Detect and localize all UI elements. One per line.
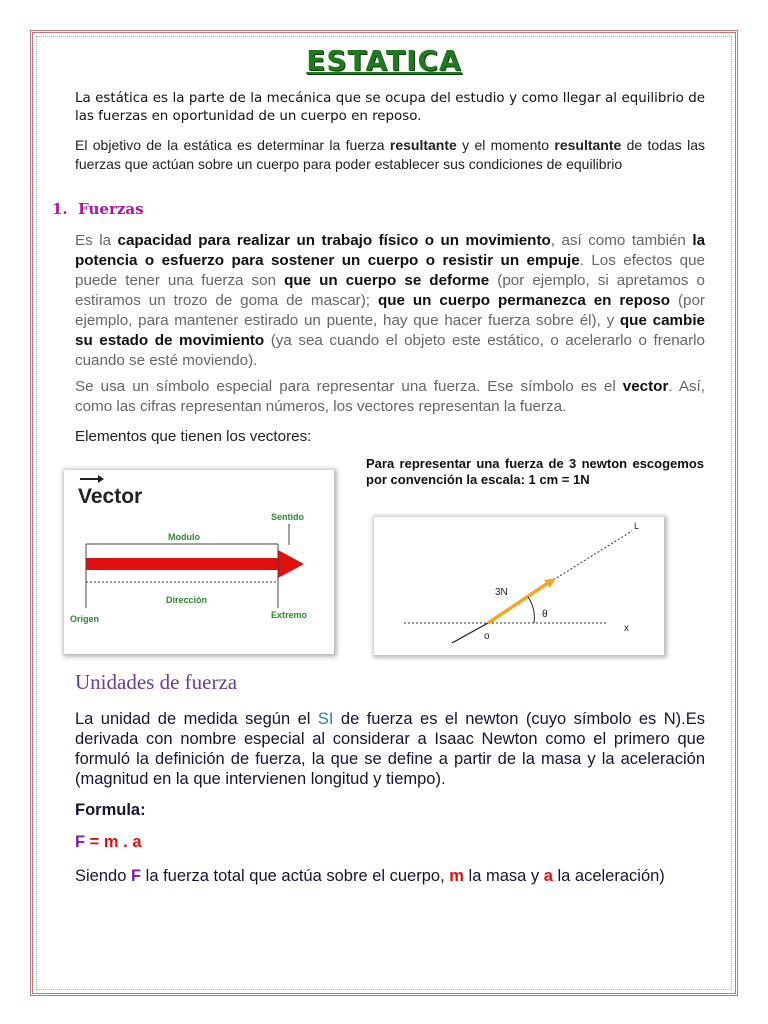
modulo-label: Modulo — [168, 532, 200, 542]
vector-heading-arrowhead — [98, 475, 104, 483]
vector-paragraph — [75, 377, 705, 417]
formula-label: Formula: — [75, 801, 146, 819]
vector-text: . Así, como las cifras representan números, los vectores representan la fuerza. — [75, 378, 705, 415]
page-title: ESTATICA — [306, 44, 462, 77]
force-diagram — [374, 517, 664, 655]
line-l-label: L — [634, 521, 640, 531]
section-heading-fuerzas — [52, 200, 144, 218]
elements-label: Elementos que tienen los vectores: — [75, 428, 312, 445]
vector-heading: Vector — [78, 485, 143, 508]
objective-text-2: y el momento — [456, 137, 555, 153]
fuerzas-definition — [75, 231, 705, 371]
vector-shaft — [86, 558, 282, 570]
angle-arc — [528, 597, 534, 623]
vector-figure — [64, 470, 334, 654]
units-heading: Unidades de fuerza — [75, 670, 238, 694]
def-text: , así como también — [550, 232, 693, 249]
units-text: La unidad de medida según el — [75, 710, 318, 728]
objective-text-3: de todas las fuerzas que actúan sobre un cuerpo para poder establecer sus condiciones de equilibrio — [75, 137, 705, 172]
formula — [75, 833, 142, 852]
formula-rest: = m . a — [85, 833, 142, 851]
direccion-label: Dirección — [166, 595, 208, 605]
siendo-text: la fuerza total que actúa sobre el cuerpo, — [141, 867, 450, 885]
intro-paragraph: La estática es la parte de la mecánica que se ocupa del estudio y como llegar al equilibrio de las fuerzas en oportunidad de un cuerpo en reposo. — [75, 91, 705, 124]
def-text: (ya sea cuando el objeto este estático, o acelerarlo o frenarlo cuando se esté moviendo). — [75, 332, 705, 369]
def-text: . Los efectos que puede tener una fuerza son — [75, 252, 705, 289]
origen-label: Origen — [70, 614, 100, 624]
force-figure — [374, 517, 664, 655]
siendo-text: la aceleración) — [552, 867, 665, 885]
def-text: (por ejemplo, si apretamos o estiramos un trozo de goma de mascar); — [75, 272, 705, 309]
scale-text: Para representar una fuerza de 3 newton escogemos por convención la escala: 1 cm = 1N — [366, 456, 704, 487]
objective-bold-1: resultante — [389, 137, 457, 153]
origin-label: o — [484, 631, 490, 642]
si-link[interactable]: SI — [317, 710, 334, 728]
siendo-m: m — [449, 867, 464, 885]
vector-bold: vector — [622, 378, 669, 395]
extremo-label: Extremo — [271, 610, 308, 620]
siendo-text: Siendo — [75, 867, 131, 885]
units-paragraph — [75, 709, 705, 789]
def-text: (por ejemplo, para mantener estirado un puente, hay que hacer fuerza sobre él), y — [75, 292, 705, 329]
def-bold: que un cuerpo se deforme — [284, 272, 490, 289]
objective-bold-2: resultante — [554, 137, 622, 153]
def-bold: la potencia o esfuerzo para sostener un cuerpo o resistir un empuje — [75, 232, 706, 269]
siendo-f: F — [130, 867, 142, 885]
force-label: 3N — [495, 587, 508, 598]
sentido-label: Sentido — [271, 512, 304, 522]
angle-label: θ — [542, 609, 548, 620]
siendo-paragraph — [75, 866, 705, 887]
formula-f: F — [75, 833, 86, 851]
vector-diagram — [64, 470, 334, 654]
objective-text-1: El objetivo de la estática es determinar la fuerza — [75, 137, 390, 153]
line-l-solid — [452, 623, 488, 643]
def-bold: que un cuerpo permanezca en reposo — [377, 292, 671, 309]
section-title: Fuerzas — [78, 200, 144, 218]
siendo-a: a — [543, 867, 553, 885]
units-text: de fuerza es el newton (cuyo símbolo es N).Es derivada con nombre especial al considerar a Isaac Newton como el primero que formuló la definición de fuerza, la que se define a partir de la masa y la aceleración (magnitud en la que intervienen longitud y tiempo). — [75, 710, 705, 788]
vector-arrowhead — [278, 550, 304, 578]
def-bold: capacidad para realizar un trabajo físico o un movimiento — [117, 232, 551, 249]
x-axis-label: x — [624, 623, 629, 634]
section-number: 1. — [52, 200, 68, 218]
vector-text: Se usa un símbolo especial para representar una fuerza. Ese símbolo es el — [75, 378, 623, 395]
def-bold: que cambie su estado de movimiento — [75, 312, 705, 349]
siendo-text: la masa y — [463, 867, 544, 885]
line-l-dotted — [550, 531, 632, 582]
def-text: Es la — [75, 232, 118, 249]
objective-paragraph — [75, 136, 705, 174]
